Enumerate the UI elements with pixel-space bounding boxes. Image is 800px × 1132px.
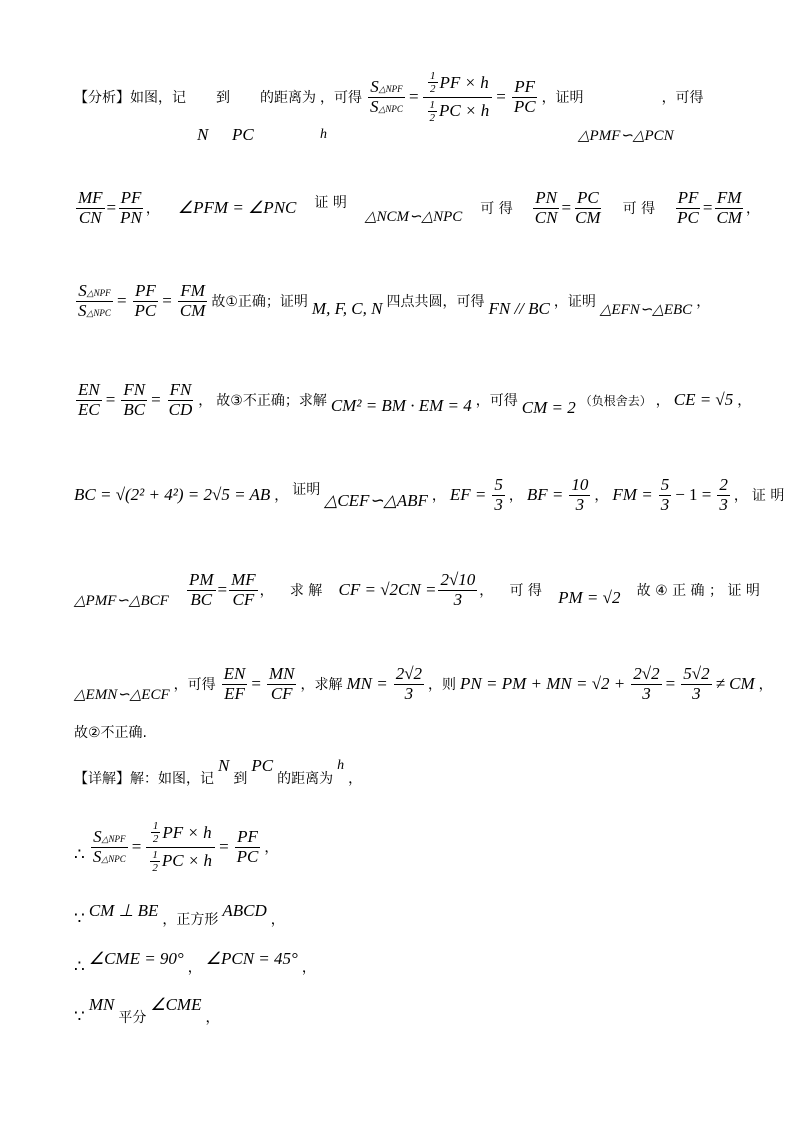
detail-line-5: ∵ MN 平分 ∠CME ，	[74, 995, 220, 1026]
cm-squared-eq: CM² = BM · EM = 4	[330, 396, 472, 415]
var-N: N	[197, 125, 209, 144]
cf-eq: CF = √2CN =	[338, 580, 437, 599]
text-kede-2: ，可得	[661, 90, 704, 106]
detail-line-1: 【详解】解：如图，记 N 到 PC 的距离为 h ，	[74, 756, 363, 787]
conclude-3: 故③不正确；求解	[216, 393, 327, 409]
detail-line-2: ∴ $\frac{\text{S△NPF}}{\text{S△NPC}}$ = $\frac{1}{2}$ PF × h $\frac{1}{2}$ PC × h = $\frac{PF}{PC}$ ，	[74, 820, 279, 874]
cm-eq-2: CM = 2	[521, 398, 576, 417]
sim-pmf-bcf: △PMF∽△BCF	[74, 592, 169, 609]
cm-perp-be: CM ⊥ BE	[88, 901, 159, 920]
pm-sqrt2: PM = √2	[558, 588, 621, 607]
analysis-line-1: 【分析】如图，记 到 的距离为 ，可得 $\frac{\text{S△NPF}}{\text{S△NPC}}$ = $\frac{1}{2}$ PF × h $\frac{1}{2}$ PC × h = $\frac{PF}{PC}$ ，证明 ，可得	[74, 70, 704, 124]
points-mfcn: M, F, C, N	[311, 299, 383, 318]
pf-pc-fraction: $\frac{PF}{PC}$	[513, 76, 536, 116]
angle-pcn-45: ∠PCN = 45°	[205, 949, 298, 968]
detail-line-3: ∵ CM ⊥ BE ，正方形 ABCD ，	[74, 901, 285, 928]
sim-ncm-npc: △NCM∽△NPC	[364, 208, 463, 225]
area-ratio-fraction: $\frac{\text{S△NPF}}{\text{S△NPC}}$	[370, 76, 403, 116]
angle-cme-90: ∠CME = 90°	[88, 949, 184, 968]
conclude-4: 故 ④ 正 确 ； 证 明	[636, 583, 760, 599]
sim-cef-abf: △CEF∽△ABF	[324, 491, 428, 510]
sim-pmf-pcn: △PMF∽△PCN	[578, 128, 674, 144]
analysis-line-3: $\frac{\text{S△NPF}}{\text{S△NPC}}$ = $\frac{PF}{PC}$ = $\frac{FM}{CM}$ 故①正确；证明 M, F, C, N 四点共圆，可得 FN // BC ，证明 △EFN∽△EBC ，	[78, 280, 711, 320]
analysis-line-5: BC = √(2² + 4²) = 2√5 = AB ， 证明 △CEF∽△ABF ， EF = $\frac{5}{3}$ ， BF = $\frac{10}{3}$ ， FM = $\frac{5}{3}$ − 1 = $\frac{2}{3}$ ， 证 明	[74, 474, 785, 514]
text-to: 到	[216, 90, 230, 106]
sim-emn-ecf: △EMN∽△ECF	[74, 686, 170, 703]
square-abcd: ABCD	[222, 901, 267, 920]
detail-label: 【详解】解：如图，记	[74, 771, 214, 787]
text-distance: 的距离为	[260, 90, 316, 106]
analysis-line-6: △PMF∽△BCF $\frac{PM}{BC}$ = $\frac{MF}{CF}$ ， 求 解 CF = √2CN = $\frac{2√10}{3}$ ， 可 得 PM = √2 故 ④ 正 确 ； 证 明	[74, 569, 760, 609]
detail-line-4: ∴ ∠CME = 90° ， ∠PCN = 45° ，	[74, 949, 316, 976]
analysis-line-4: $\frac{EN}{EC}$ = $\frac{FN}{BC}$ = $\frac{FN}{CD}$ ， 故③不正确；求解 CM² = BM · EM = 4 ，可得 CM = 2 （负根舍去） ， CE = √5 ，	[78, 379, 752, 419]
negative-root-note: （负根舍去）	[579, 393, 652, 408]
fn-parallel-bc: FN // BC	[488, 299, 550, 318]
analysis-line-8	[74, 722, 760, 742]
mf-cn-fraction: $\frac{MF}{CN}$	[78, 187, 103, 227]
conclude-2: 故②不正确.	[74, 725, 148, 741]
var-PC: PC	[232, 125, 254, 144]
ce-sqrt5: CE = √5	[673, 390, 734, 409]
pn-eq: PN = PM + MN = √2 +	[460, 674, 626, 693]
angle-eq: ∠PFM = ∠PNC	[177, 198, 297, 217]
conclude-1: 故①正确；证明	[211, 294, 308, 310]
analysis-line-2: $\frac{MF}{CN}$ = $\frac{PF}{PN}$ ， ∠PFM = ∠PNC 证 明 △NCM∽△NPC 可 得 $\frac{PN}{CN}$ = $\frac{PC}{CM}$ 可 得 $\frac{PF}{PC}$ = $\frac{FM}{CM}$ ，	[78, 187, 760, 227]
bc-eq: BC = √(2² + 4²) = 2√5 = AB	[74, 485, 271, 504]
analysis-line-7: △EMN∽△ECF ，可得 $\frac{EN}{EF}$ = $\frac{MN}{CF}$ ，求解 MN = $\frac{2√2}{3}$ ，则 PN = PM + MN = √2 + $\frac{2√2}{3}$ = $\frac{5√2}{3}$ ≠ CM ，	[74, 663, 773, 703]
var-h: h	[320, 127, 327, 142]
text-prove: ，证明	[541, 90, 584, 106]
text-kede: ，可得	[320, 90, 362, 106]
sim-efn-ebc: △EFN∽△EBC	[599, 301, 693, 318]
half-base-height-fraction: $\frac{1}{2}$ PF × h $\frac{1}{2}$ PC × h	[423, 70, 493, 123]
analysis-label: 【分析】如图，记	[74, 90, 186, 106]
